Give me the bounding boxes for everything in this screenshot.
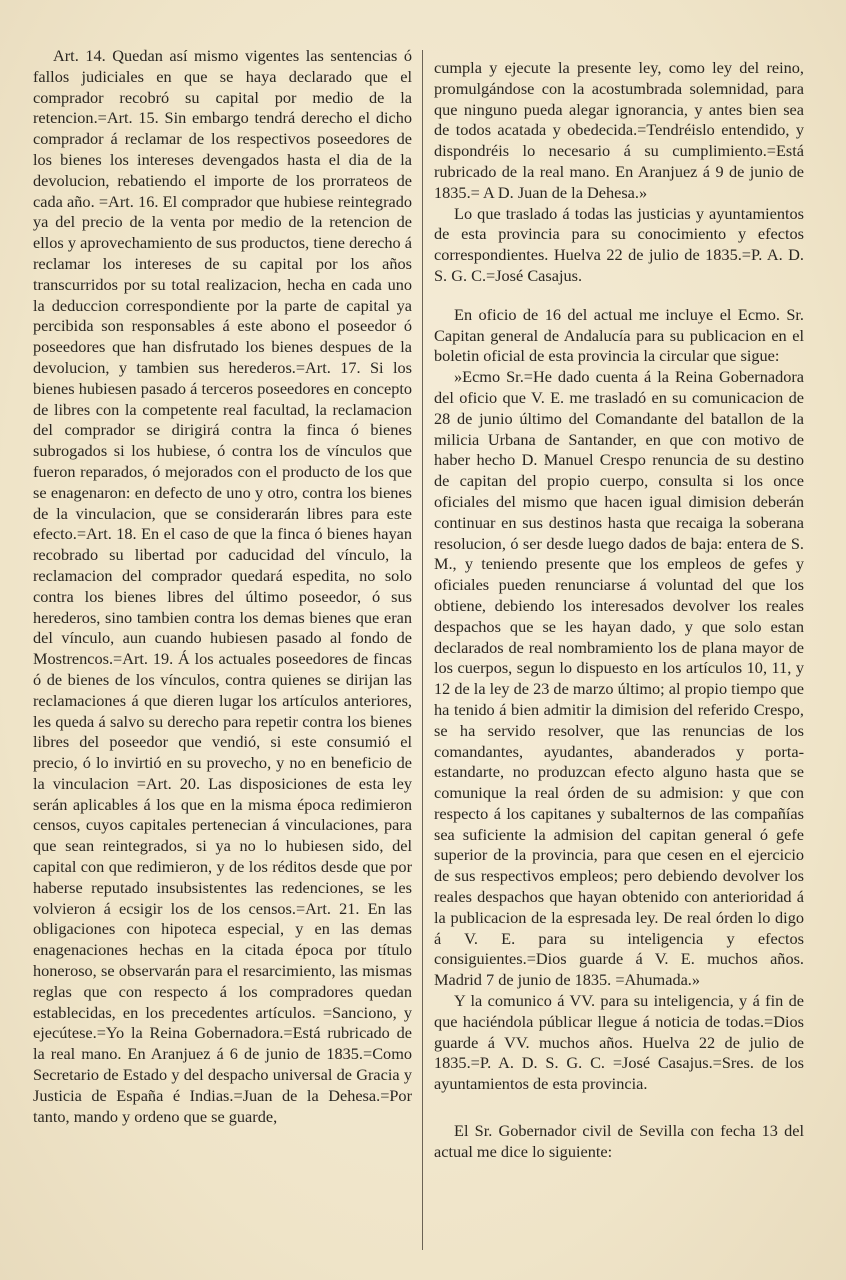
right-paragraph-promulgation: cumpla y ejecute la presente ley, como ley del reino, promulgándose con la acostumbrada solemnidad, para que ninguno pueda alegar ignorancia, y antes bien sea de todos acatada y obedecida.=Tendréislo entendido, y dispondréis lo necesario á su cumplimiento.=Está rubricado de la real mano. En Aranjuez á 9 de junio de 1835.= A D. Juan de la Dehesa.» [434,58,804,202]
column-divider [422,50,423,1250]
left-paragraph-laws: Art. 14. Quedan así mismo vigentes las sentencias ó fallos judiciales en que se haya declarado que el comprador recobró su capital por medio de la retencion.=Art. 15. Sin embargo tendrá derecho el dicho comprador á reclamar de los respectivos poseedores de los bienes los intereses devengados hasta el dia de la devolucion, rebatiendo el importe de los prorrateos de cada año. =Art. 16. El comprador que hubiese reintegrado ya del precio de la venta por medio de la retencion de ellos y aprovechamiento de sus productos, tiene derecho á reclamar los intereses de su capital por los años transcurridos por su total realizacion, hecha en cada uno la deduccion correspondiente por la parte de capital ya percibida son responsables á este abono el poseedor ó poseedores que han disfrutado los bienes despues de la devolucion, y tambien sus herederos.=Art. 17. Si los bienes hubiesen pasado á terceros poseedores en concepto de libres con la competente real facultad, la reclamacion del comprador se dirigirá contra la finca ó bienes subrogados si los hubiese, ó contra los de vínculos que fueron reparados, ó mejorados con el producto de los que se enagenaron: en defecto de uno y otro, contra los bienes de la vinculacion, que se considerarán libres para este efecto.=Art. 18. En el caso de que la finca ó bienes hayan recobrado su libertad por caducidad del vínculo, la reclamacion del comprador quedará espedita, no solo contra los bienes libres del último poseedor, ó sus herederos, sino tambien contra los demas bienes que eran del vínculo, aun cuando hubiesen pasado al fondo de Mostrencos.=Art. 19. Á los actuales poseedores de fincas ó de bienes de los vínculos, contra quienes se dirijan las reclamaciones á que dieren lugar los artículos anteriores, les queda á salvo su derecho para repetir contra los bienes libres del poseedor que vendió, si este consumió el precio, ó lo invirtió en su provecho, y no en beneficio de la vinculacion =Art. 20. Las disposiciones de esta ley serán aplicables á los que en la misma época redimieron censos, cuyos capitales pertenecian á vinculaciones, para que sean reintegrados, si ya no lo hubiesen sido, del capital con que redimieron, y de los réditos desde que por haberse reputado insubsistentes las redenciones, se les volvieron á ecsigir los de los censos.=Art. 21. En las obligaciones con hipoteca especial, y en las demas enagenaciones hechas en la citada época por título honeroso, se observarán para el resarcimiento, las mismas reglas que con respecto á los compradores quedan establecidas, en los precedentes artículos. =Sanciono, y ejecútese.=Yo la Reina Gobernadora.=Está rubricado de la real mano. En Aranjuez á 6 de junio de 1835.=Como Secretario de Estado y del despacho universal de Gracia y Justicia de España é Indias.=Juan de la Dehesa.=Por tanto, mando y ordeno que se guarde, [33,46,412,1126]
left-column [33,46,412,1127]
right-column [434,58,804,1163]
right-paragraph-circular: »Ecmo Sr.=He dado cuenta á la Reina Gobernadora del oficio que V. E. me trasladó en su comunicacion de 28 de junio último del Comandante del batallon de la milicia Urbana de Santander, en que con motivo de haber hecho D. Manuel Crespo renuncia de su destino de capitan del propio cuerpo, consulta si los once oficiales del mismo que hacen igual dimision deberán continuar en sus destinos hasta que recaiga la soberana resolucion, ó ser desde luego dados de baja: entera de S. M., y teniendo presente que los empleos de gefes y oficiales pueden renunciarse á voluntad del que los obtiene, debiendo los interesados devolver los reales despachos que se les hayan dado, y que solo estan declarados de real nombramiento los de plana mayor de los cuerpos, segun lo dispuesto en los artículos 10, 11, y 12 de la ley de 23 de marzo último; al propio tiempo que ha tenido á bien admitir la dimision del referido Crespo, se ha servido resolver, que las renuncias de los comandantes, ayudantes, abanderados y porta-estandarte, no produzcan efecto alguno hasta que se comunique la real órden de su admision: y que con respecto á los capitanes y subalternos de las compañías sea suficiente la admision del capitan general ó gefe superior de la provincia, para que cesen en el ejercicio de sus respectivos empleos; pero debiendo devolver los reales despachos que hayan obtenido con anterioridad á la publicacion de la espresada ley. De real órden lo digo á V. E. para su inteligencia y efectos consiguientes.=Dios guarde á V. E. muchos años. Madrid 7 de junio de 1835. =Ahumada.» [434,367,804,990]
right-paragraph-traslado: Lo que traslado á todas las justicias y ayuntamientos de esta provincia para su conocimiento y efectos correspondientes. Huelva 22 de julio de 1835.=P. A. D. S. G. C.=José Casajus. [434,203,804,285]
right-paragraph-gobernador: El Sr. Gobernador civil de Sevilla con fecha 13 del actual me dice lo siguiente: [434,1121,804,1161]
right-paragraph-comunico: Y la comunico á VV. para su inteligencia, y á fin de que haciéndola públicar llegue á noticia de todas.=Dios guarde á VV. muchos años. Huelva 22 de julio de 1835.=P. A. D. S. G. C. =José Casajus.=Sres. de los ayuntamientos de esta provincia. [434,991,804,1094]
right-paragraph-oficio: En oficio de 16 del actual me incluye el Ecmo. Sr. Capitan general de Andalucía para su publicacion en el boletin oficial de esta provincia la circular que sigue: [434,304,804,366]
